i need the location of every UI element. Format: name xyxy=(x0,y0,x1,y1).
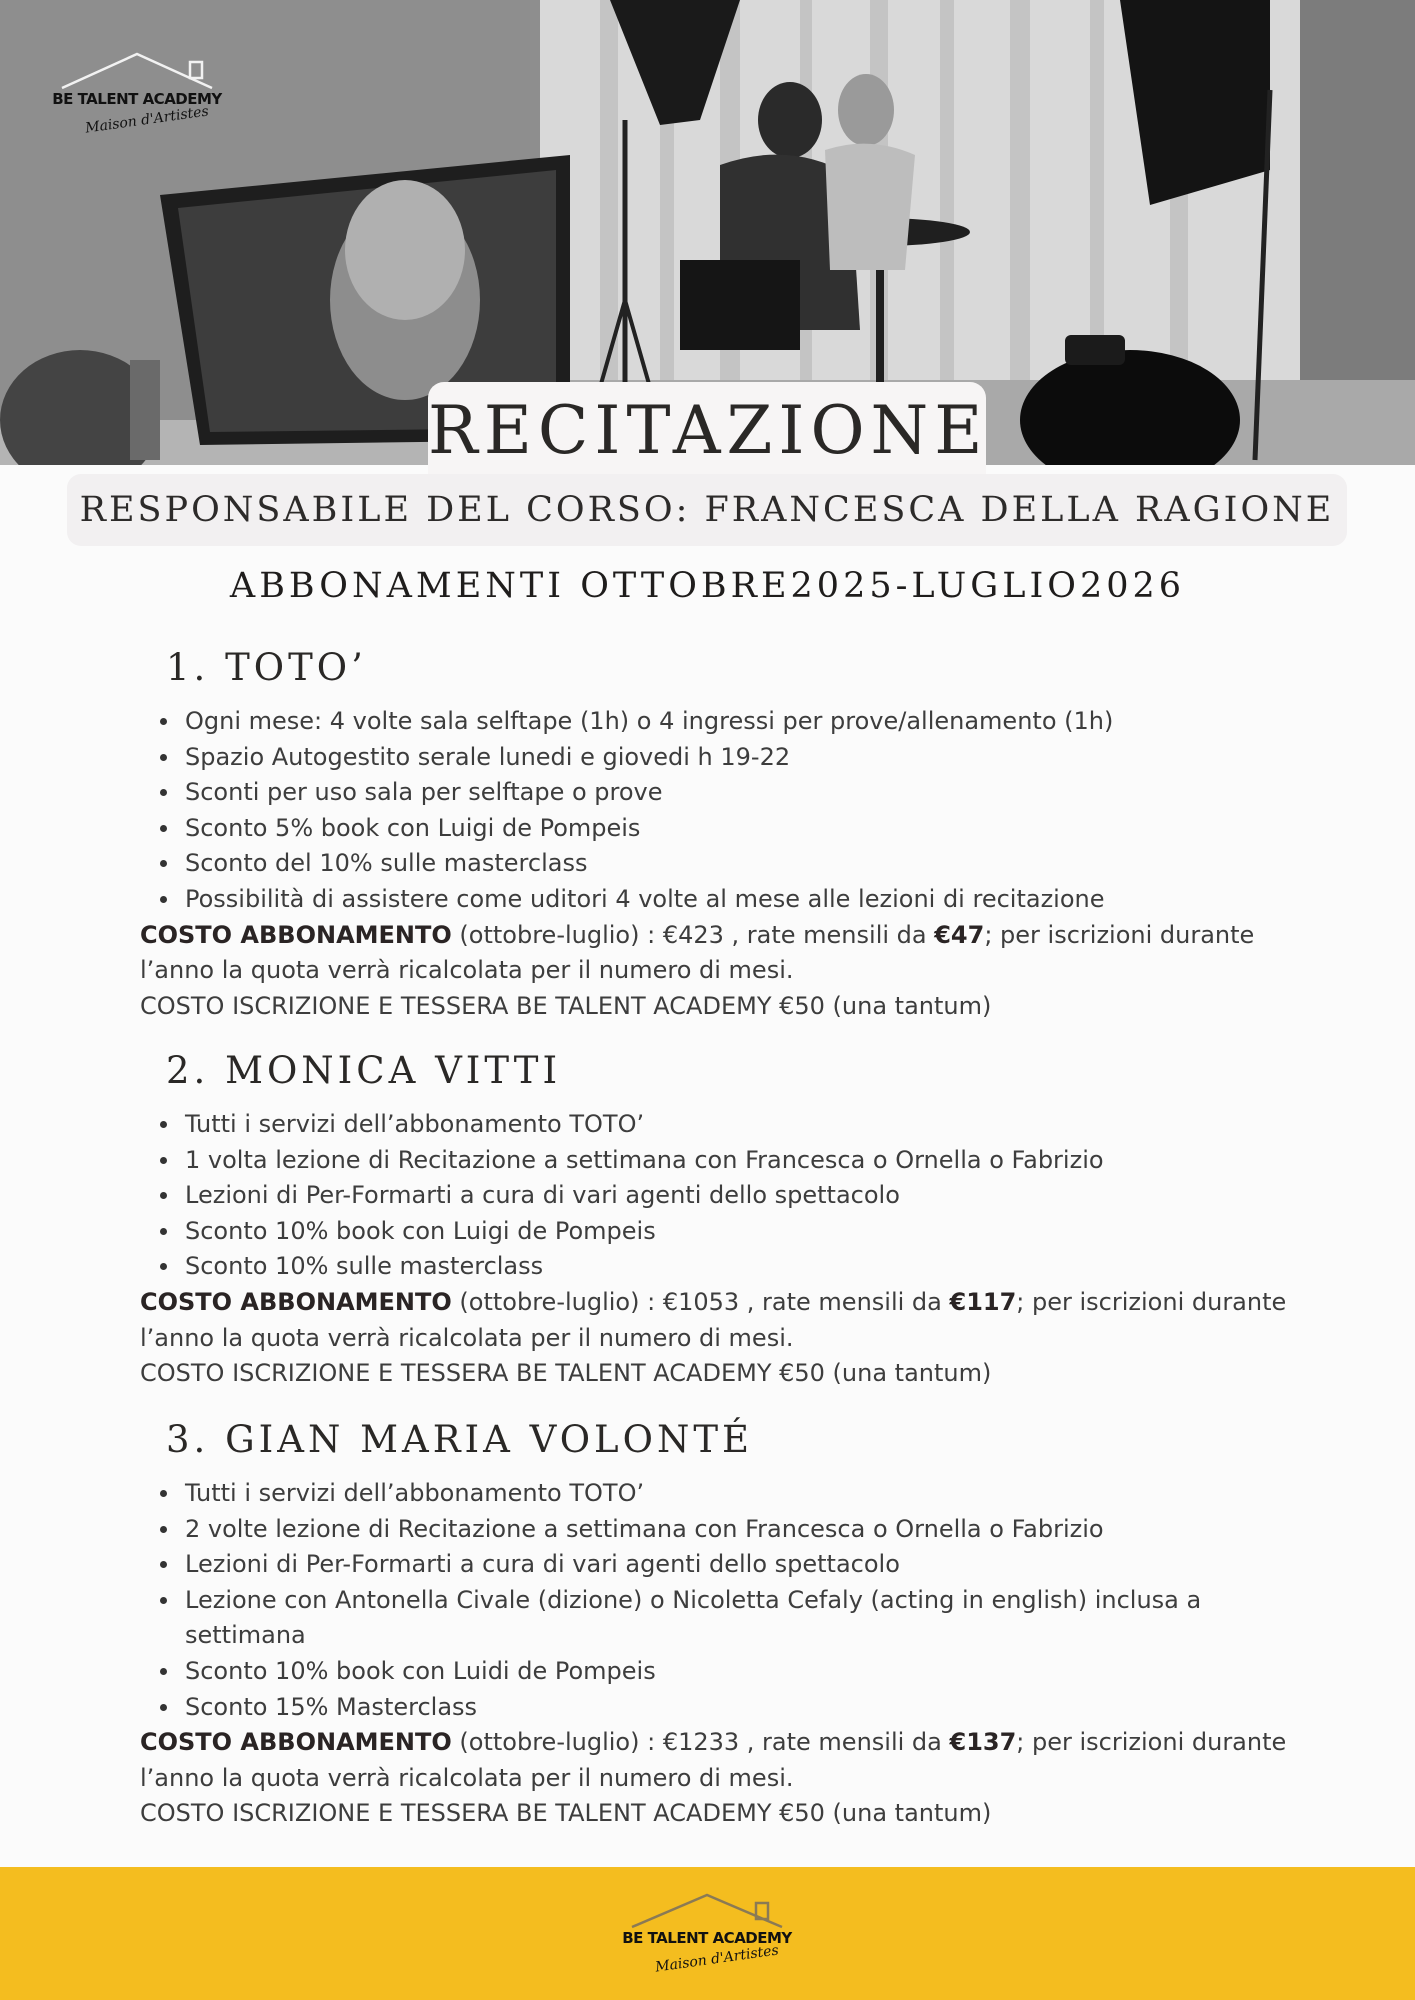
list-item: Lezioni di Per-Formarti a cura di vari agenti dello spettacolo xyxy=(185,1547,1320,1583)
plan-cost xyxy=(140,1725,1320,1796)
list-item: Sconto 15% Masterclass xyxy=(185,1690,1320,1726)
plan-features xyxy=(140,704,1320,918)
list-item: Possibilità di assistere come uditori 4 volte al mese alle lezioni di recitazione xyxy=(185,882,1320,918)
list-item: Ogni mese: 4 volte sala selftape (1h) o 4 ingressi per prove/allenamento (1h) xyxy=(185,704,1320,740)
plan-toto xyxy=(140,646,1320,1024)
logo-brand: BE TALENT ACADEMY xyxy=(622,1929,792,1947)
list-item: Sconto 10% book con Luigi de Pompeis xyxy=(185,1214,1320,1250)
list-item: Sconto 5% book con Luigi de Pompeis xyxy=(185,811,1320,847)
list-item: Spazio Autogestito serale lunedi e giovedi h 19-22 xyxy=(185,740,1320,776)
header-logo xyxy=(52,48,222,148)
list-item: Tutti i servizi dell’abbonamento TOTO’ xyxy=(185,1107,1320,1143)
plan-features xyxy=(140,1107,1320,1285)
course-responsible: RESPONSABILE DEL CORSO: FRANCESCA DELLA RAGIONE xyxy=(67,474,1347,546)
cost-note: ; per iscrizioni durante l’anno la quota verrà ricalcolata per il numero di mesi. xyxy=(140,1728,1287,1792)
cost-details: (ottobre-luglio) : €1053 , rate mensili da xyxy=(451,1287,950,1316)
list-item: 1 volta lezione di Recitazione a settimana con Francesca o Ornella o Fabrizio xyxy=(185,1143,1320,1179)
cost-rate: €47 xyxy=(934,920,985,949)
footer-band xyxy=(0,1867,1415,2000)
registration-fee: COSTO ISCRIZIONE E TESSERA BE TALENT ACADEMY €50 (una tantum) xyxy=(140,1359,992,1388)
plan-heading: 1. TOTO’ xyxy=(166,646,367,689)
plan-features xyxy=(140,1476,1320,1725)
logo-script: Maison d'Artistes xyxy=(84,103,210,137)
plan-heading: 3. GIAN MARIA VOLONTÉ xyxy=(166,1418,754,1461)
cost-details: (ottobre-luglio) : €1233 , rate mensili da xyxy=(451,1728,950,1757)
plan-gian-maria-volonte xyxy=(140,1418,1320,1832)
cost-label: COSTO ABBONAMENTO xyxy=(140,1728,452,1757)
logo-brand: BE TALENT ACADEMY xyxy=(52,90,222,108)
list-item: Sconti per uso sala per selftape o prove xyxy=(185,775,1320,811)
footer-logo xyxy=(622,1887,792,1987)
registration-fee: COSTO ISCRIZIONE E TESSERA BE TALENT ACADEMY €50 (una tantum) xyxy=(140,991,992,1020)
registration-fee: COSTO ISCRIZIONE E TESSERA BE TALENT ACADEMY €50 (una tantum) xyxy=(140,1799,992,1828)
plan-cost xyxy=(140,918,1320,989)
cost-rate: €117 xyxy=(949,1287,1017,1316)
plan-heading: 2. MONICA VITTI xyxy=(166,1049,562,1092)
cost-rate: €137 xyxy=(949,1728,1017,1757)
list-item: 2 volte lezione di Recitazione a settimana con Francesca o Ornella o Fabrizio xyxy=(185,1512,1320,1548)
cost-details: (ottobre-luglio) : €423 , rate mensili da xyxy=(451,920,935,949)
cost-label: COSTO ABBONAMENTO xyxy=(140,1287,452,1316)
list-item: Tutti i servizi dell’abbonamento TOTO’ xyxy=(185,1476,1320,1512)
page-title: RECITAZIONE xyxy=(428,392,989,469)
list-item: Sconto 10% sulle masterclass xyxy=(185,1249,1320,1285)
logo-script: Maison d'Artistes xyxy=(654,1942,780,1976)
list-item: Sconto 10% book con Luidi de Pompeis xyxy=(185,1654,1320,1690)
cost-label: COSTO ABBONAMENTO xyxy=(140,920,452,949)
cost-note: ; per iscrizioni durante l’anno la quota verrà ricalcolata per il numero di mesi. xyxy=(140,1287,1287,1352)
list-item: Sconto del 10% sulle masterclass xyxy=(185,846,1320,882)
plan-monica-vitti xyxy=(140,1049,1320,1392)
title-tab xyxy=(428,382,989,474)
subscriptions-heading: ABBONAMENTI OTTOBRE2025-LUGLIO2026 xyxy=(229,566,1186,606)
cost-note: ; per iscrizioni durante l’anno la quota verrà ricalcolata per il numero di mesi. xyxy=(140,920,1255,985)
list-item: Lezione con Antonella Civale (dizione) o Nicoletta Cefaly (acting in english) inclusa a settimana xyxy=(185,1583,1320,1654)
plan-cost xyxy=(140,1285,1320,1356)
list-item: Lezioni di Per-Formarti a cura di vari agenti dello spettacolo xyxy=(185,1178,1320,1214)
